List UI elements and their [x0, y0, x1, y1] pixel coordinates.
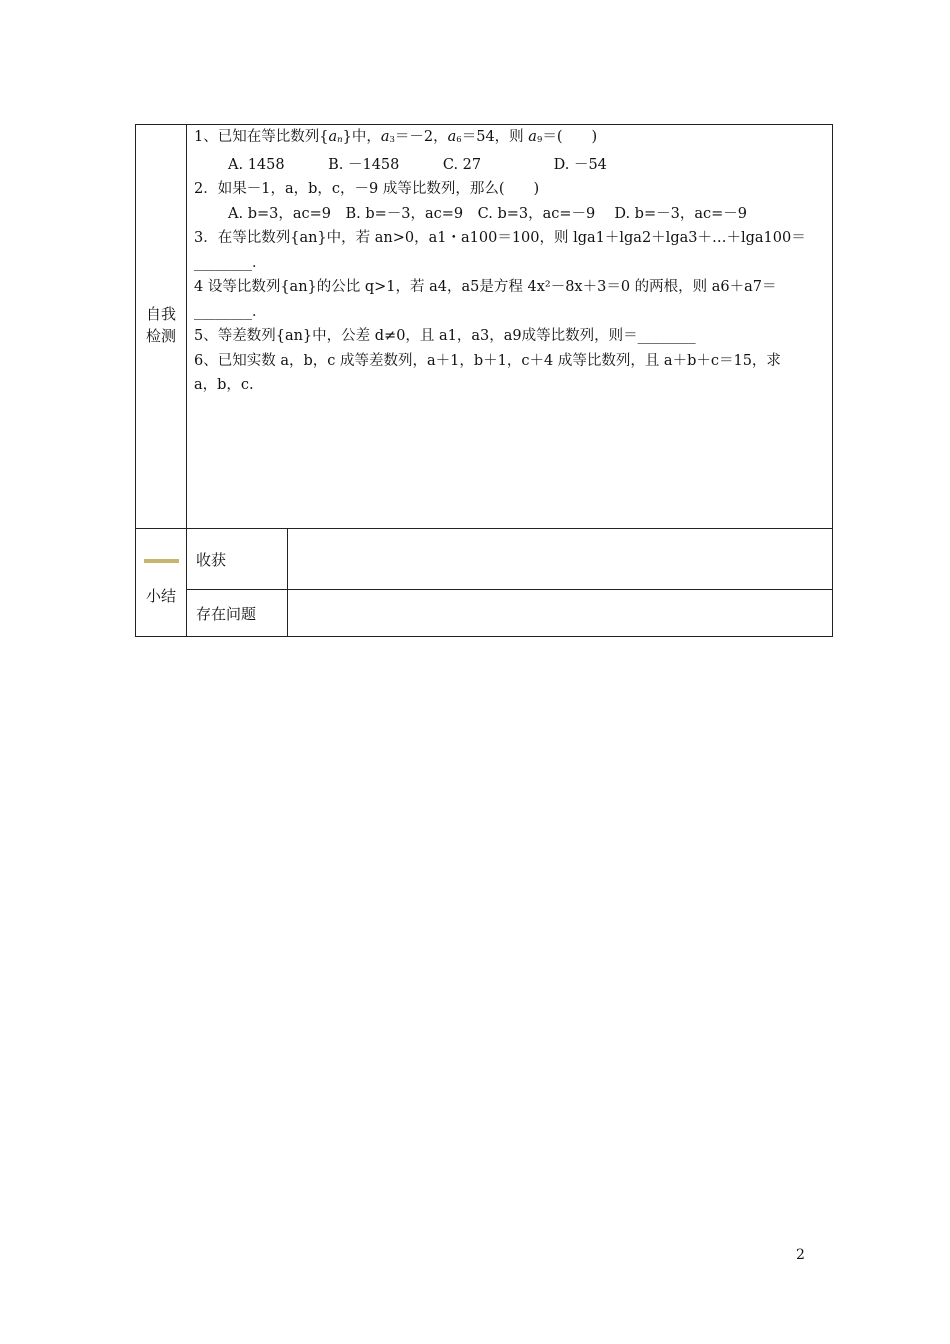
worksheet-table — [135, 124, 833, 637]
section-divider — [136, 528, 832, 529]
label-column-divider — [186, 125, 187, 636]
question-2-options: A. b=3，ac=9 B. b=－3，ac=9 C. b=3，ac=－9 D. b=－3，ac=－9 — [228, 205, 747, 222]
question-1-options: A. 1458 B. －1458 C. 27 D. －54 — [228, 156, 607, 173]
summary-label: 小结 — [145, 587, 176, 605]
small-mark — [144, 559, 179, 563]
question-5: 5、等差数列{an}中，公差 d≠0，且 a1，a3，a9成等比数列，则＝________ — [194, 328, 696, 344]
summary-row-divider — [186, 589, 832, 590]
question-6: 6、已知实数 a，b，c 成等差数列，a＋1，b＋1，c＋4 成等比数列，且 a＋b＋c＝15，求 — [194, 352, 781, 369]
question-3-blank: ________． — [194, 254, 267, 271]
question-1: 1、已知在等比数列$\{a_n\}$中，$a_3=-2$，$a_6=54$，则 $a_9=$( ) — [194, 129, 598, 145]
summary-column-divider — [287, 528, 288, 636]
question-4: 4 设等比数列{an}的公比 q>1，若 a4，a5是方程 4x²－8x＋3＝0 的两根，则 a6＋a7＝ — [194, 279, 777, 295]
problems-label: 存在问题 — [196, 605, 257, 623]
page-number: 2 — [796, 1247, 805, 1263]
gain-label: 收获 — [196, 551, 227, 569]
self-check-questions — [194, 125, 830, 398]
question-4-blank: ________． — [194, 303, 267, 320]
question-6-cont: a，b，c. — [194, 377, 254, 393]
question-3: 3．在等比数列{an}中，若 an>0，a1・a100＝100，则 lga1＋lga2＋lga3＋…＋lga100＝ — [194, 230, 806, 246]
question-2: 2．如果－1，a，b，c，－9 成等比数列，那么( ) — [194, 181, 540, 197]
self-check-label: 自我 检测 — [145, 305, 176, 345]
